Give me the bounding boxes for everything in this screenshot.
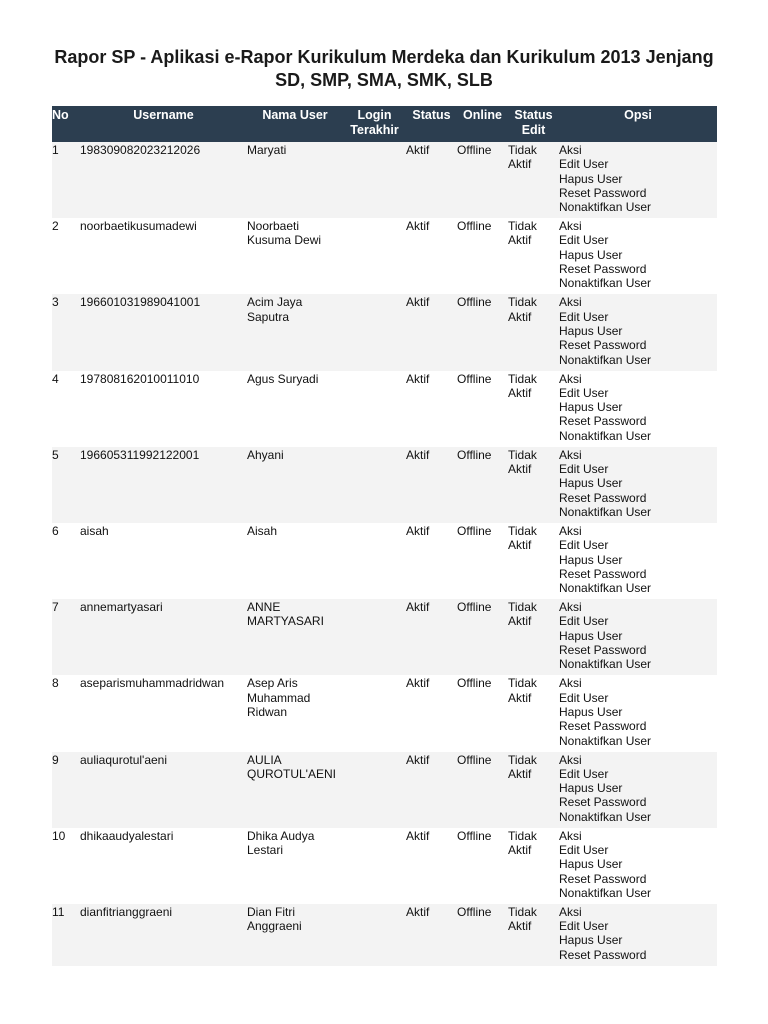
opsi-edit-user: Edit User bbox=[559, 538, 609, 553]
opsi-aksi: Aksi bbox=[559, 295, 582, 310]
cell-nama-user: Asep Aris Muhammad Ridwan bbox=[247, 675, 343, 751]
cell-no: 4 bbox=[52, 371, 80, 447]
cell-status: Aktif bbox=[406, 675, 457, 751]
cell-opsi bbox=[559, 904, 717, 966]
cell-status: Aktif bbox=[406, 142, 457, 218]
cell-username: 198309082023212026 bbox=[80, 142, 247, 218]
cell-username: aisah bbox=[80, 523, 247, 599]
opsi-reset-password: Reset Password bbox=[559, 871, 647, 886]
opsi-reset-password: Reset Password bbox=[559, 719, 647, 734]
opsi-nonaktifkan-user: Nonaktifkan User bbox=[559, 352, 652, 367]
table-row bbox=[52, 752, 717, 828]
opsi-hapus-user: Hapus User bbox=[559, 476, 623, 491]
cell-no: 8 bbox=[52, 675, 80, 751]
header-status: Status bbox=[406, 106, 457, 142]
opsi-aksi: Aksi bbox=[559, 752, 582, 767]
cell-username: annemartyasari bbox=[80, 599, 247, 675]
opsi-edit-user: Edit User bbox=[559, 919, 609, 934]
opsi-edit-user: Edit User bbox=[559, 766, 609, 781]
opsi-aksi: Aksi bbox=[559, 447, 582, 462]
header-status-edit: Status Edit bbox=[508, 106, 559, 142]
cell-nama-user: Ahyani bbox=[247, 447, 343, 523]
users-table bbox=[52, 106, 717, 966]
cell-opsi bbox=[559, 523, 717, 599]
table-row bbox=[52, 904, 717, 966]
cell-online: Offline bbox=[457, 447, 508, 523]
opsi-nonaktifkan-user: Nonaktifkan User bbox=[559, 657, 652, 672]
header-no: No bbox=[52, 106, 80, 142]
cell-status-edit: Tidak Aktif bbox=[508, 675, 559, 751]
cell-status-edit: Tidak Aktif bbox=[508, 523, 559, 599]
opsi-edit-user: Edit User bbox=[559, 614, 609, 629]
cell-opsi bbox=[559, 142, 717, 218]
cell-online: Offline bbox=[457, 371, 508, 447]
cell-nama-user: Aisah bbox=[247, 523, 343, 599]
table-row bbox=[52, 675, 717, 751]
cell-status: Aktif bbox=[406, 294, 457, 370]
cell-opsi bbox=[559, 447, 717, 523]
opsi-hapus-user: Hapus User bbox=[559, 781, 623, 796]
cell-status-edit: Tidak Aktif bbox=[508, 904, 559, 966]
cell-opsi bbox=[559, 599, 717, 675]
opsi-hapus-user: Hapus User bbox=[559, 933, 623, 948]
cell-status: Aktif bbox=[406, 371, 457, 447]
cell-login-terakhir bbox=[343, 904, 406, 966]
cell-status: Aktif bbox=[406, 828, 457, 904]
cell-online: Offline bbox=[457, 752, 508, 828]
cell-no: 2 bbox=[52, 218, 80, 294]
cell-login-terakhir bbox=[343, 675, 406, 751]
table-row bbox=[52, 294, 717, 370]
cell-status: Aktif bbox=[406, 904, 457, 966]
cell-login-terakhir bbox=[343, 142, 406, 218]
cell-no: 1 bbox=[52, 142, 80, 218]
opsi-reset-password: Reset Password bbox=[559, 795, 647, 810]
table-row bbox=[52, 371, 717, 447]
cell-status-edit: Tidak Aktif bbox=[508, 294, 559, 370]
cell-no: 6 bbox=[52, 523, 80, 599]
opsi-reset-password: Reset Password bbox=[559, 338, 647, 353]
opsi-hapus-user: Hapus User bbox=[559, 552, 623, 567]
opsi-hapus-user: Hapus User bbox=[559, 323, 623, 338]
cell-login-terakhir bbox=[343, 599, 406, 675]
opsi-nonaktifkan-user: Nonaktifkan User bbox=[559, 276, 652, 291]
opsi-hapus-user: Hapus User bbox=[559, 628, 623, 643]
opsi-reset-password: Reset Password bbox=[559, 643, 647, 658]
cell-nama-user: Noorbaeti Kusuma Dewi bbox=[247, 218, 343, 294]
cell-nama-user: Dhika Audya Lestari bbox=[247, 828, 343, 904]
cell-login-terakhir bbox=[343, 523, 406, 599]
table-row bbox=[52, 828, 717, 904]
table-row bbox=[52, 523, 717, 599]
cell-status-edit: Tidak Aktif bbox=[508, 218, 559, 294]
cell-no: 5 bbox=[52, 447, 80, 523]
opsi-reset-password: Reset Password bbox=[559, 185, 647, 200]
opsi-nonaktifkan-user: Nonaktifkan User bbox=[559, 885, 652, 900]
opsi-nonaktifkan-user: Nonaktifkan User bbox=[559, 504, 652, 519]
table-body bbox=[52, 142, 717, 966]
opsi-nonaktifkan-user: Nonaktifkan User bbox=[559, 428, 652, 443]
cell-no: 3 bbox=[52, 294, 80, 370]
header-username: Username bbox=[80, 106, 247, 142]
cell-nama-user: Dian Fitri Anggraeni bbox=[247, 904, 343, 966]
cell-online: Offline bbox=[457, 675, 508, 751]
opsi-reset-password: Reset Password bbox=[559, 566, 647, 581]
cell-username: noorbaetikusumadewi bbox=[80, 218, 247, 294]
cell-no: 7 bbox=[52, 599, 80, 675]
header-opsi: Opsi bbox=[559, 106, 717, 142]
table-row bbox=[52, 142, 717, 218]
opsi-aksi: Aksi bbox=[559, 143, 582, 157]
cell-username: 196601031989041001 bbox=[80, 294, 247, 370]
cell-opsi bbox=[559, 752, 717, 828]
cell-no: 10 bbox=[52, 828, 80, 904]
opsi-aksi: Aksi bbox=[559, 600, 582, 615]
opsi-edit-user: Edit User bbox=[559, 385, 609, 400]
header-online: Online bbox=[457, 106, 508, 142]
opsi-edit-user: Edit User bbox=[559, 842, 609, 857]
cell-username: dhikaaudyalestari bbox=[80, 828, 247, 904]
cell-login-terakhir bbox=[343, 218, 406, 294]
opsi-hapus-user: Hapus User bbox=[559, 400, 623, 415]
cell-status: Aktif bbox=[406, 599, 457, 675]
cell-no: 9 bbox=[52, 752, 80, 828]
opsi-aksi: Aksi bbox=[559, 904, 582, 919]
cell-status: Aktif bbox=[406, 752, 457, 828]
opsi-hapus-user: Hapus User bbox=[559, 704, 623, 719]
cell-status: Aktif bbox=[406, 218, 457, 294]
table-row bbox=[52, 599, 717, 675]
table-row bbox=[52, 218, 717, 294]
cell-login-terakhir bbox=[343, 294, 406, 370]
cell-status-edit: Tidak Aktif bbox=[508, 752, 559, 828]
opsi-edit-user: Edit User bbox=[559, 309, 609, 324]
table-header bbox=[52, 106, 717, 142]
opsi-hapus-user: Hapus User bbox=[559, 171, 623, 186]
cell-opsi bbox=[559, 828, 717, 904]
cell-login-terakhir bbox=[343, 371, 406, 447]
header-nama-user: Nama User bbox=[247, 106, 343, 142]
cell-online: Offline bbox=[457, 828, 508, 904]
opsi-edit-user: Edit User bbox=[559, 157, 609, 172]
cell-online: Offline bbox=[457, 523, 508, 599]
cell-username: auliaqurotul'aeni bbox=[80, 752, 247, 828]
cell-opsi bbox=[559, 294, 717, 370]
cell-username: dianfitrianggraeni bbox=[80, 904, 247, 966]
cell-opsi bbox=[559, 218, 717, 294]
opsi-nonaktifkan-user: Nonaktifkan User bbox=[559, 809, 652, 824]
cell-online: Offline bbox=[457, 599, 508, 675]
header-login-terakhir: Login Terakhir bbox=[343, 106, 406, 142]
cell-online: Offline bbox=[457, 294, 508, 370]
opsi-edit-user: Edit User bbox=[559, 233, 609, 248]
cell-opsi bbox=[559, 371, 717, 447]
opsi-aksi: Aksi bbox=[559, 219, 582, 234]
cell-status-edit: Tidak Aktif bbox=[508, 447, 559, 523]
opsi-aksi: Aksi bbox=[559, 523, 582, 538]
opsi-reset-password: Reset Password bbox=[559, 490, 647, 505]
cell-opsi bbox=[559, 675, 717, 751]
opsi-reset-password: Reset Password bbox=[559, 947, 647, 962]
cell-username: aseparismuhammadridwan bbox=[80, 675, 247, 751]
opsi-reset-password: Reset Password bbox=[559, 414, 647, 429]
cell-nama-user: Agus Suryadi bbox=[247, 371, 343, 447]
opsi-edit-user: Edit User bbox=[559, 690, 609, 705]
cell-nama-user: Maryati bbox=[247, 142, 343, 218]
cell-no: 11 bbox=[52, 904, 80, 966]
cell-nama-user: AULIA QUROTUL'AENI bbox=[247, 752, 343, 828]
cell-status-edit: Tidak Aktif bbox=[508, 828, 559, 904]
opsi-nonaktifkan-user: Nonaktifkan User bbox=[559, 200, 652, 215]
cell-nama-user: ANNE MARTYASARI bbox=[247, 599, 343, 675]
header-row bbox=[52, 106, 717, 142]
opsi-aksi: Aksi bbox=[559, 676, 582, 691]
cell-status: Aktif bbox=[406, 447, 457, 523]
page-title: Rapor SP - Aplikasi e-Rapor Kurikulum Merdeka dan Kurikulum 2013 Jenjang SD, SMP, SMA, SMK, SLB bbox=[54, 47, 714, 90]
cell-online: Offline bbox=[457, 904, 508, 966]
opsi-edit-user: Edit User bbox=[559, 462, 609, 477]
cell-online: Offline bbox=[457, 218, 508, 294]
opsi-aksi: Aksi bbox=[559, 371, 582, 386]
cell-status-edit: Tidak Aktif bbox=[508, 142, 559, 218]
opsi-aksi: Aksi bbox=[559, 828, 582, 843]
cell-login-terakhir bbox=[343, 752, 406, 828]
opsi-hapus-user: Hapus User bbox=[559, 247, 623, 262]
cell-status-edit: Tidak Aktif bbox=[508, 599, 559, 675]
cell-nama-user: Acim Jaya Saputra bbox=[247, 294, 343, 370]
cell-status-edit: Tidak Aktif bbox=[508, 371, 559, 447]
cell-status: Aktif bbox=[406, 523, 457, 599]
cell-login-terakhir bbox=[343, 828, 406, 904]
cell-username: 196605311992122001 bbox=[80, 447, 247, 523]
cell-login-terakhir bbox=[343, 447, 406, 523]
opsi-reset-password: Reset Password bbox=[559, 262, 647, 277]
opsi-nonaktifkan-user: Nonaktifkan User bbox=[559, 581, 652, 596]
opsi-nonaktifkan-user: Nonaktifkan User bbox=[559, 733, 652, 748]
cell-username: 197808162010011010 bbox=[80, 371, 247, 447]
opsi-hapus-user: Hapus User bbox=[559, 857, 623, 872]
table-row bbox=[52, 447, 717, 523]
cell-online: Offline bbox=[457, 142, 508, 218]
